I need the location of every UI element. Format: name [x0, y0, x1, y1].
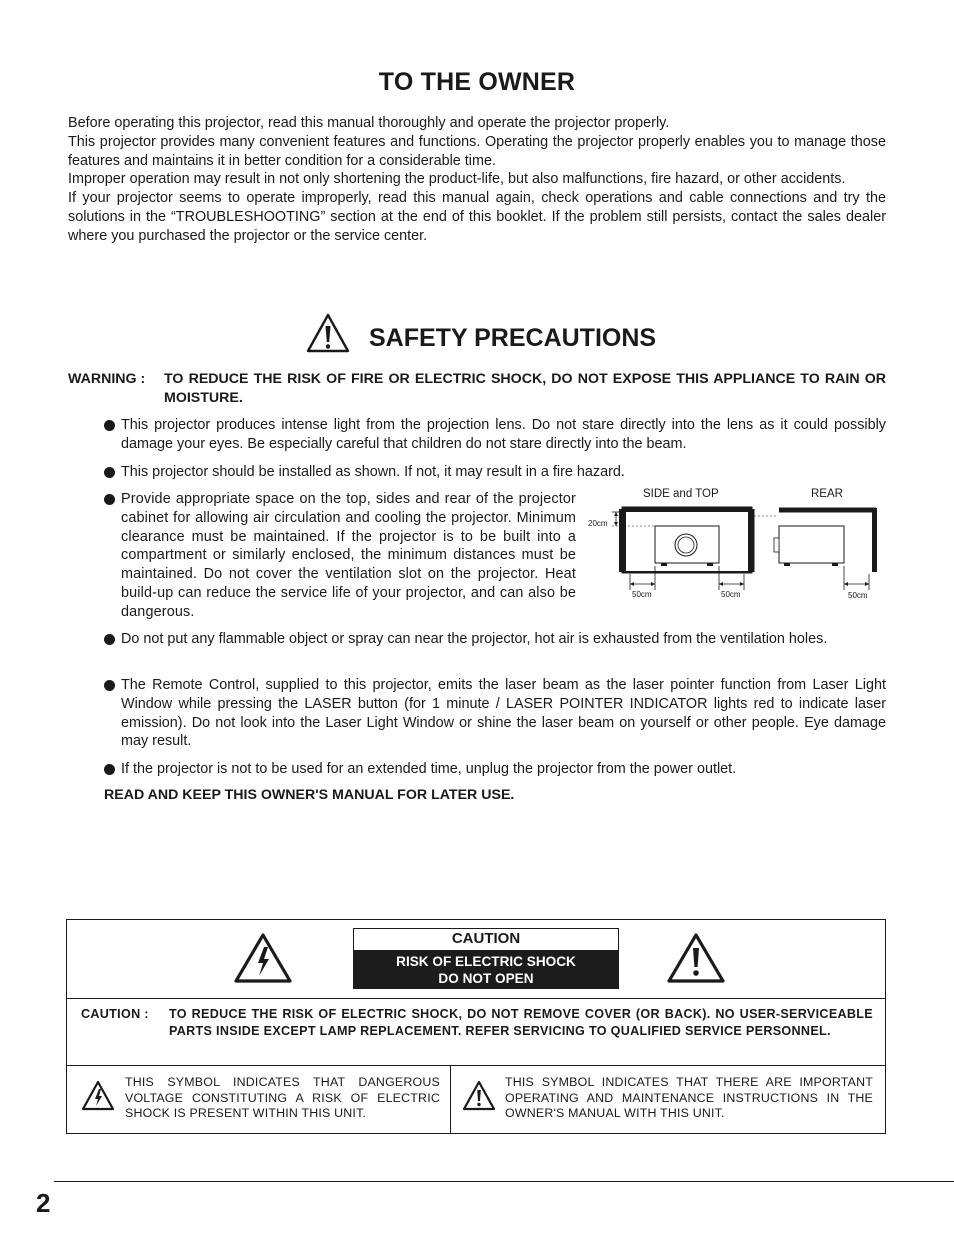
- intro-text: [68, 114, 886, 246]
- clearance-rear-label: 50cm: [848, 591, 868, 600]
- warning-block: [68, 370, 886, 408]
- intro-paragraph: Before operating this projector, read this manual thoroughly and operate the projector properly.: [68, 115, 670, 131]
- bullet-dot-icon: [104, 494, 115, 505]
- exclamation-triangle-icon: [666, 932, 726, 984]
- lightning-triangle-icon: [81, 1080, 115, 1112]
- list-item: This projector should be installed as shown. If not, it may result in a fire hazard.: [104, 463, 886, 482]
- page-number: 2: [36, 1188, 51, 1218]
- clearance-right-label: 50cm: [721, 590, 741, 599]
- divider: [67, 1065, 885, 1066]
- bullet-dot-icon: [104, 764, 115, 775]
- bullet-dot-icon: [104, 680, 115, 691]
- caution-statement-text: TO REDUCE THE RISK OF ELECTRIC SHOCK, DO NOT REMOVE COVER (OR BACK). NO USER-SERVICEABLE PARTS INSIDE EXCEPT LAMP REPLACEMENT. REFER SERVICING TO QUALIFIED SERVICE PERSONNEL.: [169, 1007, 873, 1039]
- warning-label: WARNING :: [68, 371, 146, 387]
- exclamation-triangle-icon: [462, 1080, 496, 1112]
- warning-text: TO REDUCE THE RISK OF FIRE OR ELECTRIC SHOCK, DO NOT EXPOSE THIS APPLIANCE TO RAIN OR MOISTURE.: [164, 371, 886, 406]
- bullet-dot-icon: [104, 467, 115, 478]
- list-item: Provide appropriate space on the top, sides and rear of the projector cabinet for allowing air circulation and cooling the projector. Minimum clearance must be maintained. If the projector is to be built into a compartment or similarly enclosed, the minimum distances must be maintained. Do not cover the ventilation slot on the projector. Heat build-up can reduce the service life of your projector, and can also be dangerous.: [104, 490, 576, 622]
- divider: [67, 998, 885, 999]
- safety-title: SAFETY PRECAUTIONS: [369, 324, 657, 352]
- caution-statement-label: CAUTION :: [81, 1007, 149, 1021]
- list-item: If the projector is not to be used for an extended time, unplug the projector from the power outlet.: [104, 760, 886, 779]
- clearance-diagram: [586, 504, 881, 600]
- list-item: The Remote Control, supplied to this projector, emits the laser beam as the laser pointer function from Laser Light Window while pressing the LASER button (for 1 minute / LASER POINTER INDICATOR lights red to indicate laser emission). Do not look into the Laser Light Window or shine the laser beam on yourself or other people. Eye damage may result.: [104, 676, 886, 751]
- page-title: TO THE OWNER: [378, 68, 576, 96]
- caution-statement: [81, 1006, 873, 1040]
- lightning-triangle-icon: [233, 932, 293, 984]
- diagram-label-rear: REAR: [811, 488, 843, 500]
- list-item: This projector produces intense light from the projection lens. Do not stare directly into the lens as it could possibly damage your eyes. Be especially careful that children do not stare directly into the beam.: [104, 416, 886, 454]
- keep-manual-note: READ AND KEEP THIS OWNER'S MANUAL FOR LATER USE.: [104, 787, 515, 803]
- bullet-dot-icon: [104, 420, 115, 431]
- list-item: Do not put any flammable object or spray can near the projector, hot air is exhausted from the ventilation holes.: [104, 630, 886, 649]
- caution-box: [66, 919, 886, 1134]
- intro-paragraph: If your projector seems to operate improperly, read this manual again, check operations and cable connections and try the solutions in the “TROUBLESHOOTING” section at the end of this booklet. If the problem still persists, contact the sales dealer where you purchased the projector or the service center.: [68, 190, 886, 244]
- caution-label-warning: RISK OF ELECTRIC SHOCK DO NOT OPEN: [354, 950, 618, 988]
- warning-triangle-icon: [306, 313, 350, 353]
- caution-label: [353, 928, 619, 989]
- clearance-top-label: 20cm: [588, 519, 608, 528]
- diagram-label-side-top: SIDE and TOP: [643, 488, 719, 500]
- caution-label-title: CAUTION: [451, 930, 521, 947]
- voltage-symbol-text: THIS SYMBOL INDICATES THAT DANGEROUS VOLTAGE CONSTITUTING A RISK OF ELECTRIC SHOCK IS PRESENT WITHIN THIS UNIT.: [125, 1075, 440, 1121]
- clearance-left-label: 50cm: [632, 590, 652, 599]
- intro-paragraph: This projector provides many convenient features and functions. Operating the projector properly enables you to manage those features and maintains it in better condition for a considerable time.: [68, 133, 886, 169]
- divider: [450, 1065, 451, 1133]
- footer-rule: [54, 1181, 954, 1182]
- bullet-dot-icon: [104, 634, 115, 645]
- intro-paragraph: Improper operation may result in not only shortening the product-life, but also malfunctions, fire hazard, or other accidents.: [68, 171, 846, 188]
- important-symbol-text: THIS SYMBOL INDICATES THAT THERE ARE IMPORTANT OPERATING AND MAINTENANCE INSTRUCTIONS IN THE OWNER'S MANUAL WITH THIS UNIT.: [505, 1075, 873, 1121]
